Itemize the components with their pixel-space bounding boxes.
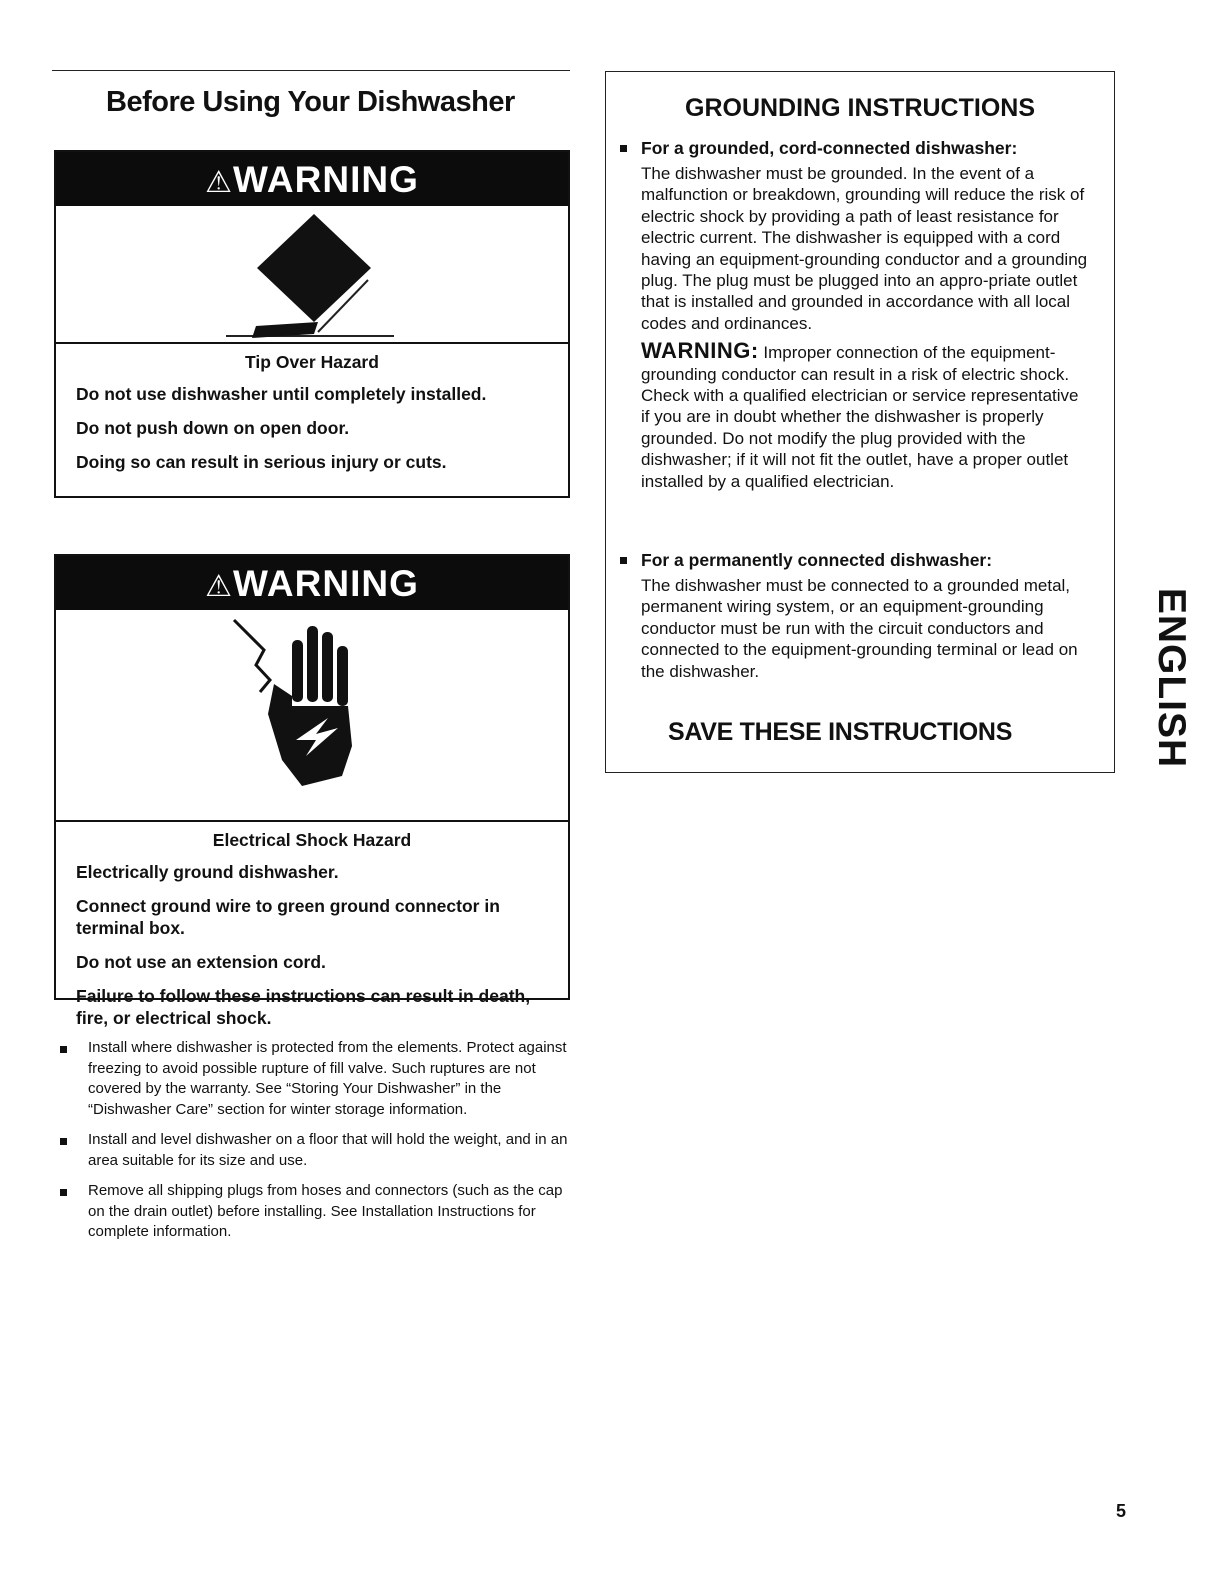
bullet-square-icon bbox=[60, 1046, 67, 1053]
warning-line: Do not use an extension cord. bbox=[76, 952, 326, 972]
cord-connected-text: The dishwasher must be grounded. In the event of a malfunction or breakdown, grounding will reduce the risk of electric shock by providing a path of least resistance for electric current. The dishwasher is equipped with a cord having an equipment-grounding conductor and a grounding plug. The plug must be plugged into an appro-priate outlet that is installed and grounded in accordance with all local codes and ordinances. bbox=[641, 164, 1088, 333]
warning-header-label: WARNING bbox=[233, 563, 419, 604]
top-rule bbox=[52, 70, 570, 71]
grounding-instructions-box bbox=[605, 71, 1115, 773]
warning-line: Do not push down on open door. bbox=[76, 418, 350, 438]
electric-shock-pictogram bbox=[56, 610, 568, 822]
bullet-square-icon bbox=[620, 145, 627, 152]
permanent-connection-section bbox=[620, 550, 1090, 682]
grounding-warning bbox=[620, 340, 1090, 492]
warning-box-tip-over bbox=[54, 150, 570, 498]
warning-line: Doing so can result in serious injury or cuts. bbox=[76, 452, 447, 472]
page-number: 5 bbox=[1116, 1501, 1127, 1521]
bullet-square-icon bbox=[620, 557, 627, 564]
save-instructions: SAVE THESE INSTRUCTIONS bbox=[668, 718, 1013, 746]
warning-box-electrical bbox=[54, 554, 570, 1028]
permanent-connection-heading bbox=[620, 550, 1090, 571]
warning-header bbox=[56, 556, 568, 610]
page-title: Before Using Your Dishwasher bbox=[106, 86, 515, 118]
warning-header bbox=[56, 152, 568, 206]
language-side-tab bbox=[1150, 565, 1192, 790]
language-label: ENGLISH bbox=[1150, 587, 1193, 768]
list-item bbox=[58, 1130, 574, 1171]
hazard-title: Tip Over Hazard bbox=[245, 352, 379, 372]
grounding-warning-text: Improper connection of the equipment-grounding conductor can result in a risk of electric shock. Check with a qualified electrician or service representative if you are in doubt whether the dishwasher is properly grounded. Do not modify the plug provided with the dishwasher; if it will not fit the outlet, have a proper outlet installed by a qualified electrician. bbox=[641, 343, 1079, 491]
electric-shock-icon bbox=[56, 610, 564, 820]
cord-connected-section bbox=[620, 138, 1090, 492]
hazard-title: Electrical Shock Hazard bbox=[212, 830, 412, 850]
permanent-connection-text: The dishwasher must be connected to a grounded metal, permanent wiring system, or an equipment-grounding conductor must be run with the circuit conductors and connected to the equipment-grounding terminal or lead on the dishwasher. bbox=[641, 576, 1078, 681]
list-item-text: Install where dishwasher is protected from the elements. Protect against freezing to avoid possible rupture of fill valve. Such ruptures are not covered by the warranty. See “Storing Your Dishwasher” in the “Dishwasher Care” section for winter storage information. bbox=[88, 1039, 567, 1118]
bullet-square-icon bbox=[60, 1138, 67, 1145]
list-item bbox=[58, 1181, 574, 1243]
cord-connected-heading bbox=[620, 138, 1090, 159]
warning-triangle-icon: ⚠ bbox=[205, 166, 234, 199]
install-notes-list bbox=[58, 1038, 574, 1253]
grounding-warning-label: WARNING: bbox=[641, 338, 759, 364]
list-item-text: Remove all shipping plugs from hoses and connectors (such as the cap on the drain outlet) before installing. See Installation Instructions for complete information. bbox=[88, 1182, 563, 1240]
warning-line: Electrically ground dishwasher. bbox=[76, 862, 339, 882]
list-item-text: Install and level dishwasher on a floor that will hold the weight, and in an area suitable for its size and use. bbox=[88, 1131, 568, 1169]
tip-over-icon bbox=[56, 206, 564, 342]
grounding-title: GROUNDING INSTRUCTIONS bbox=[685, 94, 1035, 122]
bullet-square-icon bbox=[60, 1189, 67, 1196]
warning-line: Do not use dishwasher until completely installed. bbox=[76, 384, 487, 404]
warning-line: Failure to follow these instructions can result in death, fire, or electrical shock. bbox=[76, 986, 531, 1028]
cord-connected-heading-text: For a grounded, cord-connected dishwasher: bbox=[641, 138, 1018, 158]
list-item bbox=[58, 1038, 574, 1120]
warning-line: Connect ground wire to green ground connector in terminal box. bbox=[76, 896, 500, 938]
tip-over-pictogram bbox=[56, 206, 568, 344]
warning-header-label: WARNING bbox=[233, 159, 419, 200]
permanent-connection-heading-text: For a permanently connected dishwasher: bbox=[641, 550, 993, 570]
warning-triangle-icon: ⚠ bbox=[205, 570, 234, 603]
